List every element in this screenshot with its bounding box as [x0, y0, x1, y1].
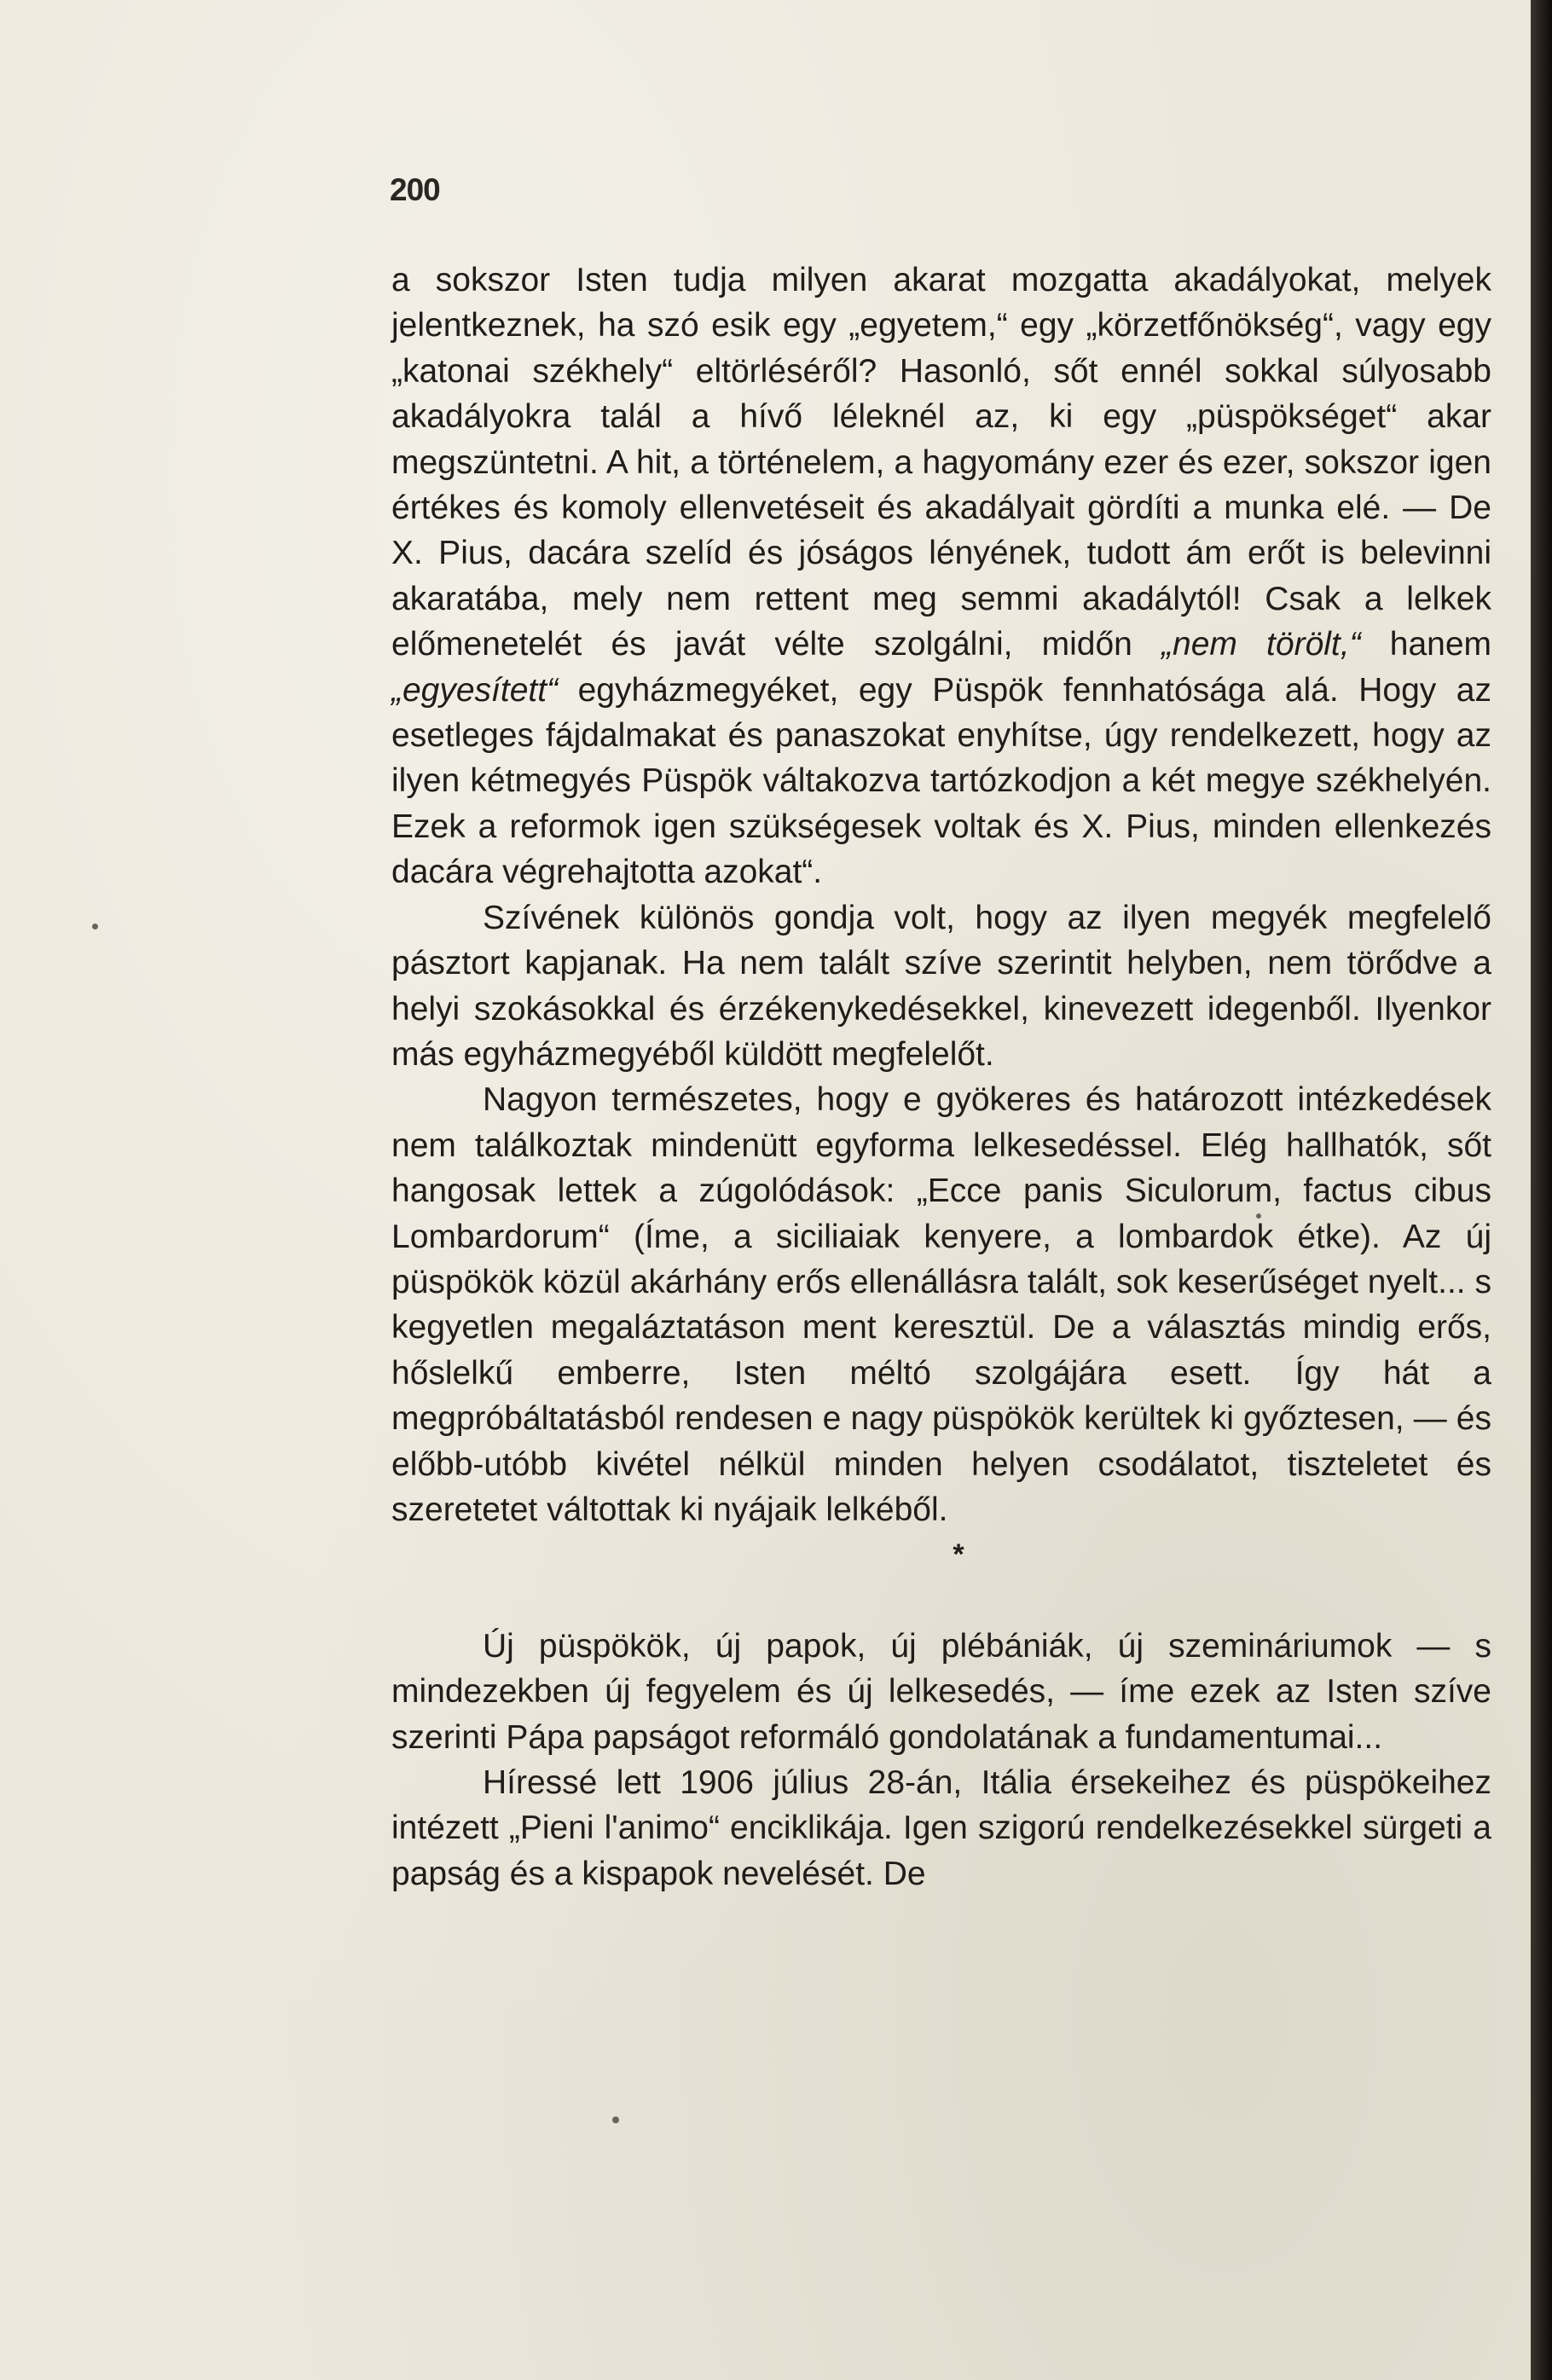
page-edge-shadow	[1531, 0, 1552, 2380]
paragraph-3: Nagyon természetes, hogy e gyökeres és határozott intézkedések nem találkoztak mindenütt egyforma lelkesedéssel. Elég hallhatók, sőt hangosak lettek a zúgolódások: „Ecce panis Siculorum, factus cibus Lombardorum“ (Íme, a siciliaiak kenyere, a lombardok étke). Az új püspökök közül akárhány erős ellenállásra talált, sok keserűséget nyelt... s kegyetlen megaláztatáson ment keresztül. De a választás mindig erős, hőslelkű emberre, Isten méltó szolgájára esett. Így hát a megpróbáltatásból rendesen e nagy püspökök kerültek ki győztesen, — és előbb-utóbb kivétel nélkül minden helyen csodálatot, tiszteletet és szeretetet váltottak ki nyájaik lelkéből.	[391, 1081, 1491, 1528]
page-number: 200	[390, 172, 440, 207]
paragraph-1-rest: egyházmegyéket, egy Püspök fennhatósága alá. Hogy az esetleges fájdalmakat és panaszokat enyhítse, úgy rendelkezett, hogy az ilyen kétmegyés Püspök váltakozva tartózkodjon a két megye székhelyén. Ezek a reformok igen szükségesek voltak és X. Pius, minden ellenkezés dacára végrehajtotta azokat“.	[391, 671, 1491, 891]
paragraph-1-middle: hanem	[1360, 626, 1491, 663]
paper-speck	[612, 2117, 619, 2123]
paragraph-1-italic-1: „nem törölt,“	[1161, 626, 1361, 663]
paragraph-1-italic-2: „egyesített“	[391, 671, 559, 709]
paragraph-5: Híressé lett 1906 július 28-án, Itália érsekeihez és püspökeihez intézett „Pieni l'animo“ enciklikája. Igen szigorú rendelkezésekkel sürgeti a papság és a kispapok nevelését. De	[391, 1764, 1491, 1892]
body-text	[391, 258, 1491, 1896]
section-gap	[391, 1578, 1491, 1624]
paragraph-2: Szívének különös gondja volt, hogy az ilyen megyék megfelelő pásztort kapjanak. Ha nem talált szíve szerintit helyben, nem törődve a helyi szokásokkal és érzékenykedésekkel, kinevezett idegenből. Ilyenkor más egyházmegyéből küldött megfelelőt.	[391, 899, 1491, 1073]
paper-speck	[92, 924, 98, 929]
section-separator: *	[953, 1538, 964, 1572]
paragraph-1-text: a sokszor Isten tudja milyen akarat mozgatta akadályokat, melyek jelentkeznek, ha szó esik egy „egyetem,“ egy „körzetfőnökség“, vagy egy „katonai székhely“ eltörléséről? Hasonló, sőt ennél sokkal súlyosabb akadályokra talál a hívő léleknél az, ki egy „püspökséget“ akar megszüntetni. A hit, a történelem, a hagyomány ezer és ezer, sokszor igen értékes és komoly ellenvetéseit és akadályait gördíti a munka elé. — De X. Pius, dacára szelíd és jóságos lényének, tudott ám erőt is belevinni akaratába, mely nem rettent meg semmi akadálytól! Csak a lelkek előmenetelét és javát vélte szolgálni, midőn	[391, 262, 1491, 663]
paragraph-1	[391, 258, 1491, 895]
paragraph-4: Új püspökök, új papok, új plébániák, új szemináriumok — s mindezekben új fegyelem és új lelkesedés, — íme ezek az Isten szíve szerinti Pápa papságot reformáló gondolatának a fundamentumai...	[391, 1627, 1491, 1756]
paper-speck	[1256, 1213, 1261, 1219]
